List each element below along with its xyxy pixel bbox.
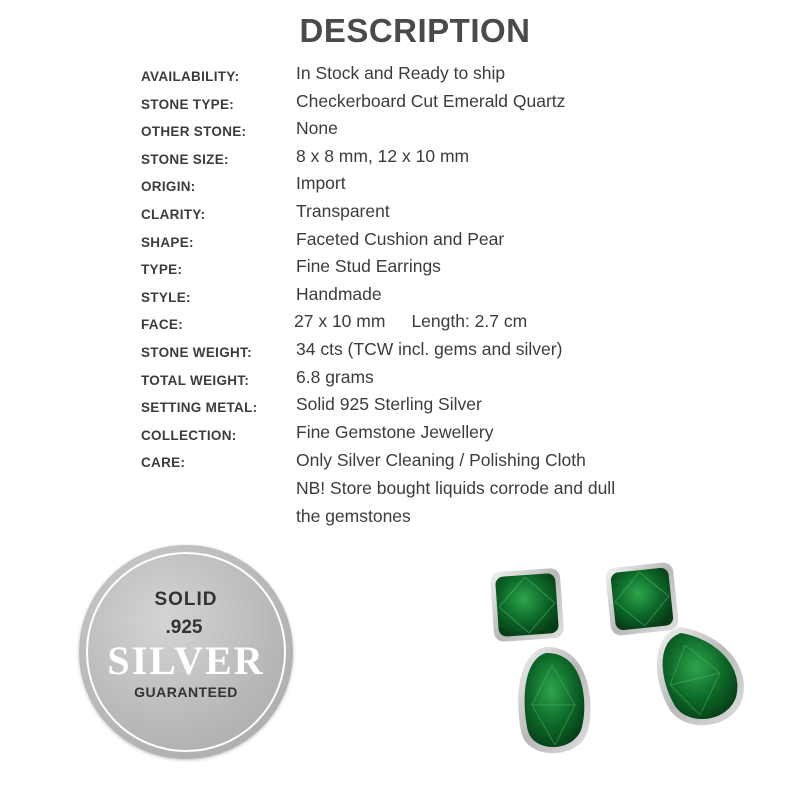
page-title: DESCRIPTION: [299, 12, 531, 49]
spec-value: Faceted Cushion and Pear: [296, 228, 505, 249]
spec-label: SHAPE:: [141, 234, 194, 250]
spec-label: CARE:: [141, 455, 186, 471]
spec-label: TOTAL WEIGHT:: [141, 372, 250, 388]
left-earring: [490, 568, 591, 754]
care-line: NB! Store bought liquids corrode and dull: [296, 477, 616, 498]
seal-solid-text: SOLID: [154, 589, 218, 610]
spec-value: 8 x 8 mm, 12 x 10 mm: [296, 145, 470, 166]
spec-label: OTHER STONE:: [141, 124, 247, 140]
spec-value: Solid 925 Sterling Silver: [296, 394, 482, 415]
care-line: the gemstones: [296, 505, 411, 526]
spec-value: Checkerboard Cut Emerald Quartz: [296, 90, 566, 111]
spec-value: 6.8 grams: [296, 366, 374, 387]
spec-value: Fine Stud Earrings: [296, 256, 441, 277]
spec-label: CLARITY:: [141, 206, 206, 222]
face-size: 27 x 10 mm: [294, 311, 386, 332]
spec-label: FACE:: [141, 317, 183, 333]
spec-value: [294, 311, 527, 332]
seal-guaranteed-text: GUARANTEED: [134, 684, 238, 700]
care-line: Only Silver Cleaning / Polishing Cloth: [296, 450, 586, 471]
earrings-product-image: [470, 555, 770, 785]
spec-label: SETTING METAL:: [141, 400, 258, 416]
spec-value: Import: [296, 173, 346, 194]
spec-value: Transparent: [296, 200, 390, 221]
silver-guarantee-seal: [79, 545, 293, 759]
care-value: [296, 449, 615, 532]
spec-value: 34 cts (TCW incl. gems and silver): [296, 338, 563, 359]
spec-label: STONE WEIGHT:: [141, 344, 252, 360]
right-earring: [605, 562, 744, 726]
spec-label: AVAILABILITY:: [141, 69, 240, 84]
spec-value: None: [296, 118, 338, 139]
spec-value: Fine Gemstone Jewellery: [296, 421, 494, 442]
seal-silver-text: SILVER: [107, 638, 265, 683]
spec-label: STONE TYPE:: [141, 96, 235, 112]
seal-925-text: .925: [165, 617, 203, 638]
spec-label: COLLECTION:: [141, 427, 237, 443]
spec-value: Handmade: [296, 283, 382, 304]
spec-label: ORIGIN:: [141, 179, 196, 195]
spec-label: STONE SIZE:: [141, 151, 229, 167]
face-length: Length: 2.7 cm: [411, 311, 528, 332]
spec-label: TYPE:: [141, 262, 183, 278]
spec-value: In Stock and Ready to ship: [296, 63, 506, 83]
spec-label: STYLE:: [141, 289, 191, 305]
